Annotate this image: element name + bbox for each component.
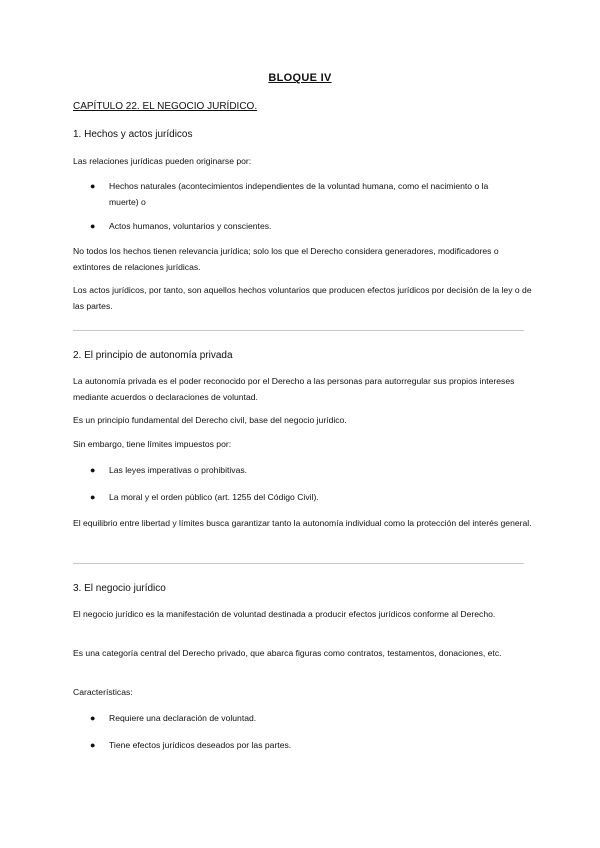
section-1-paragraph-3: Los actos jurídicos, por tanto, son aquellos hechos voluntarios que producen efectos jurídicos por decisión de la ley o de las partes. xyxy=(73,285,532,311)
bullet-icon: ● xyxy=(90,713,96,723)
section-2-heading: 2. El principio de autonomía privada xyxy=(73,350,233,361)
list-item-text: Tiene efectos jurídicos deseados por las partes. xyxy=(109,740,292,750)
bullet-icon: ● xyxy=(90,740,96,750)
list-item xyxy=(90,178,500,210)
bullet-icon: ● xyxy=(90,492,96,502)
section-2-paragraph-2: Es un principio fundamental del Derecho civil, base del negocio jurídico. xyxy=(73,415,347,425)
section-3-heading: 3. El negocio jurídico xyxy=(73,583,166,594)
section-3-paragraph-1: El negocio jurídico es la manifestación de voluntad destinada a producir efectos jurídicos conforme al Derecho. xyxy=(73,609,496,619)
list-item-text: Hechos naturales (acontecimientos independientes de la voluntad humana, como el nacimiento o la muerte) o xyxy=(109,181,489,207)
section-divider xyxy=(73,330,524,331)
list-item-text: Requiere una declaración de voluntad. xyxy=(109,713,257,723)
section-2-paragraph-1: La autonomía privada es el poder reconocido por el Derecho a las personas para autorregular sus propios intereses mediante acuerdos o declaraciones de voluntad. xyxy=(73,376,515,402)
section-1-heading: 1. Hechos y actos jurídicos xyxy=(73,129,193,140)
bullet-icon: ● xyxy=(90,181,96,191)
section-2-paragraph-4: El equilibrio entre libertad y límites busca garantizar tanto la autonomía individual como la protección del interés general. xyxy=(73,518,532,528)
list-item xyxy=(90,218,500,234)
list-item-text: Las leyes imperativas o prohibitivas. xyxy=(109,465,248,475)
list-item xyxy=(90,462,500,478)
list-item xyxy=(90,710,500,726)
section-3-paragraph-2: Es una categoría central del Derecho privado, que abarca figuras como contratos, testamentos, donaciones, etc. xyxy=(73,648,502,658)
section-3-paragraph-3: Características: xyxy=(73,687,133,697)
list-item-text: Actos humanos, voluntarios y conscientes. xyxy=(109,221,272,231)
section-2-paragraph-3: Sin embargo, tiene límites impuestos por: xyxy=(73,439,232,449)
list-item xyxy=(90,489,500,505)
section-divider xyxy=(73,563,524,564)
list-item-text: La moral y el orden público (art. 1255 del Código Civil). xyxy=(109,492,319,502)
section-1-paragraph-1: Las relaciones jurídicas pueden originarse por: xyxy=(73,156,252,166)
section-1-paragraph-2: No todos los hechos tienen relevancia jurídica; solo los que el Derecho considera generadores, modificadores o extintores de relaciones jurídicas. xyxy=(73,246,499,272)
block-title: BLOQUE IV xyxy=(268,72,332,84)
bullet-icon: ● xyxy=(90,221,96,231)
chapter-title: CAPÍTULO 22. EL NEGOCIO JURÍDICO. xyxy=(73,101,258,112)
bullet-icon: ● xyxy=(90,465,96,475)
list-item xyxy=(90,737,500,753)
